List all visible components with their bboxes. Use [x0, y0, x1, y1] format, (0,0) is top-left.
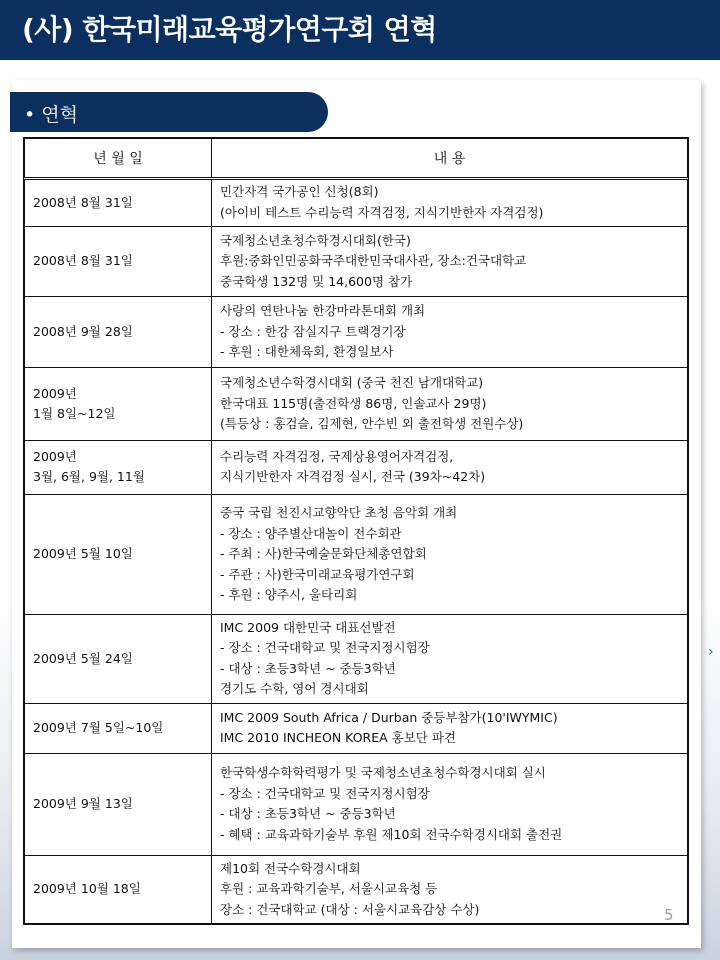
content-line: 국제청소년수학경시대회 (중국 천진 남개대학교): [220, 375, 484, 391]
content-line: 국제청소년초청수학경시대회(한국): [220, 232, 411, 248]
content-line: - 장소 : 양주별산대놀이 전수회관: [220, 525, 402, 541]
content-line: 경기도 수학, 영어 경시대회: [220, 681, 369, 697]
content-line: IMC 2009 South Africa / Durban 중등부참가(10'IWYMIC): [220, 709, 558, 725]
history-table-wrapper: [23, 137, 689, 925]
table-row: [25, 855, 688, 923]
content-line: (특등상 : 홍검슬, 김제현, 안수빈 외 출전학생 전원수상): [220, 416, 524, 432]
header-date: 년 월 일: [25, 139, 212, 179]
content-line: - 장소 : 한강 잠실지구 트랙경기장: [220, 323, 406, 339]
content-line: 한국학생수학학력평가 및 국제청소년초청수학경시대회 실시: [220, 765, 546, 781]
content-line: IMC 2010 INCHEON KOREA 홍보단 파견: [220, 730, 456, 746]
content-line: - 장소 : 건국대학교 및 전국지정시험장: [220, 785, 430, 801]
table-row: [25, 179, 688, 227]
row-content: [212, 441, 688, 494]
table-row: [25, 494, 688, 615]
content-line: - 장소 : 건국대학교 및 전국지정시험장: [220, 640, 430, 656]
chevron-right-icon: ›: [708, 644, 714, 660]
content-line: - 주관 : 사)한국미래교육평가연구회: [220, 566, 415, 582]
row-date: 2009년 1월 8일~12일: [25, 367, 212, 441]
content-line: (아이비 테스트 수리능력 자격검정, 지식기반한자 자격검정): [220, 204, 544, 220]
title-banner: [0, 0, 720, 60]
row-date: 2009년 5월 24일: [25, 615, 212, 704]
content-line: - 대상 : 초등3학년 ~ 중등3학년: [220, 660, 396, 676]
row-content: [212, 855, 688, 923]
row-content: [212, 226, 688, 296]
table-row: [25, 615, 688, 704]
content-line: 제10회 전국수학경시대회: [220, 860, 361, 876]
table-row: [25, 703, 688, 753]
table-header-row: [25, 139, 688, 179]
table-row: [25, 753, 688, 855]
row-date: 2009년 9월 13일: [25, 753, 212, 855]
content-line: - 혜택 : 교육과학기술부 후원 제10회 전국수학경시대회 출전권: [220, 826, 563, 842]
content-line: 중국학생 132명 및 14,600명 참가: [220, 273, 413, 289]
content-line: 후원 : 교육과학기술부, 서울시교육청 등: [220, 881, 438, 897]
table-row: [25, 367, 688, 441]
row-content: [212, 615, 688, 704]
table-row: [25, 441, 688, 494]
row-content: [212, 297, 688, 367]
table-body: [25, 179, 688, 924]
row-date: 2009년 10월 18일: [25, 855, 212, 923]
table-row: [25, 297, 688, 367]
row-content: [212, 494, 688, 615]
row-content: [212, 753, 688, 855]
content-line: - 주최 : 사)한국예술문화단체총연합회: [220, 546, 427, 561]
page-number: 5: [664, 906, 674, 924]
row-date: 2008년 8월 31일: [25, 226, 212, 296]
row-date: 2009년 5월 10일: [25, 494, 212, 615]
row-date: 2008년 8월 31일: [25, 179, 212, 227]
content-line: - 후원 : 대한체육회, 환경일보사: [220, 344, 394, 360]
content-line: - 후원 : 양주시, 울타리회: [220, 587, 358, 602]
row-content: [212, 367, 688, 441]
content-line: 수리능력 자격검정, 국제상용영어자격검정,: [220, 448, 454, 464]
header-content: 내 용: [212, 139, 688, 179]
section-tab: [10, 92, 328, 132]
row-content: [212, 703, 688, 753]
section-label: • 연혁: [24, 104, 78, 126]
content-line: 사랑의 연탄나눔 한강마라톤대회 개최: [220, 303, 426, 319]
content-line: 지식기반한자 자격검정 실시, 전국 (39차~42차): [220, 469, 486, 485]
row-date: 2009년 7월 5일~10일: [25, 703, 212, 753]
content-line: 민간자격 국가공인 신청(8회): [220, 184, 379, 200]
content-line: IMC 2009 대한민국 대표선발전: [220, 619, 396, 635]
row-content: [212, 179, 688, 227]
content-line: 중국 국립 천진시교향악단 초청 음악회 개최: [220, 505, 458, 520]
history-table: [24, 138, 688, 924]
content-line: 장소 : 건국대학교 (대상 : 서울시교육감상 수상): [220, 901, 480, 917]
page-title: (사) 한국미래교육평가연구회 연혁: [22, 13, 437, 46]
content-line: - 대상 : 초등3학년 ~ 중등3학년: [220, 806, 396, 822]
row-date: 2009년 3월, 6월, 9월, 11월: [25, 441, 212, 494]
table-row: [25, 226, 688, 296]
content-line: 한국대표 115명(출전학생 86명, 인솔교사 29명): [220, 395, 487, 411]
row-date: 2008년 9월 28일: [25, 297, 212, 367]
content-line: 후원:중화인민공화국주대한민국대사관, 장소:건국대학교: [220, 253, 527, 269]
